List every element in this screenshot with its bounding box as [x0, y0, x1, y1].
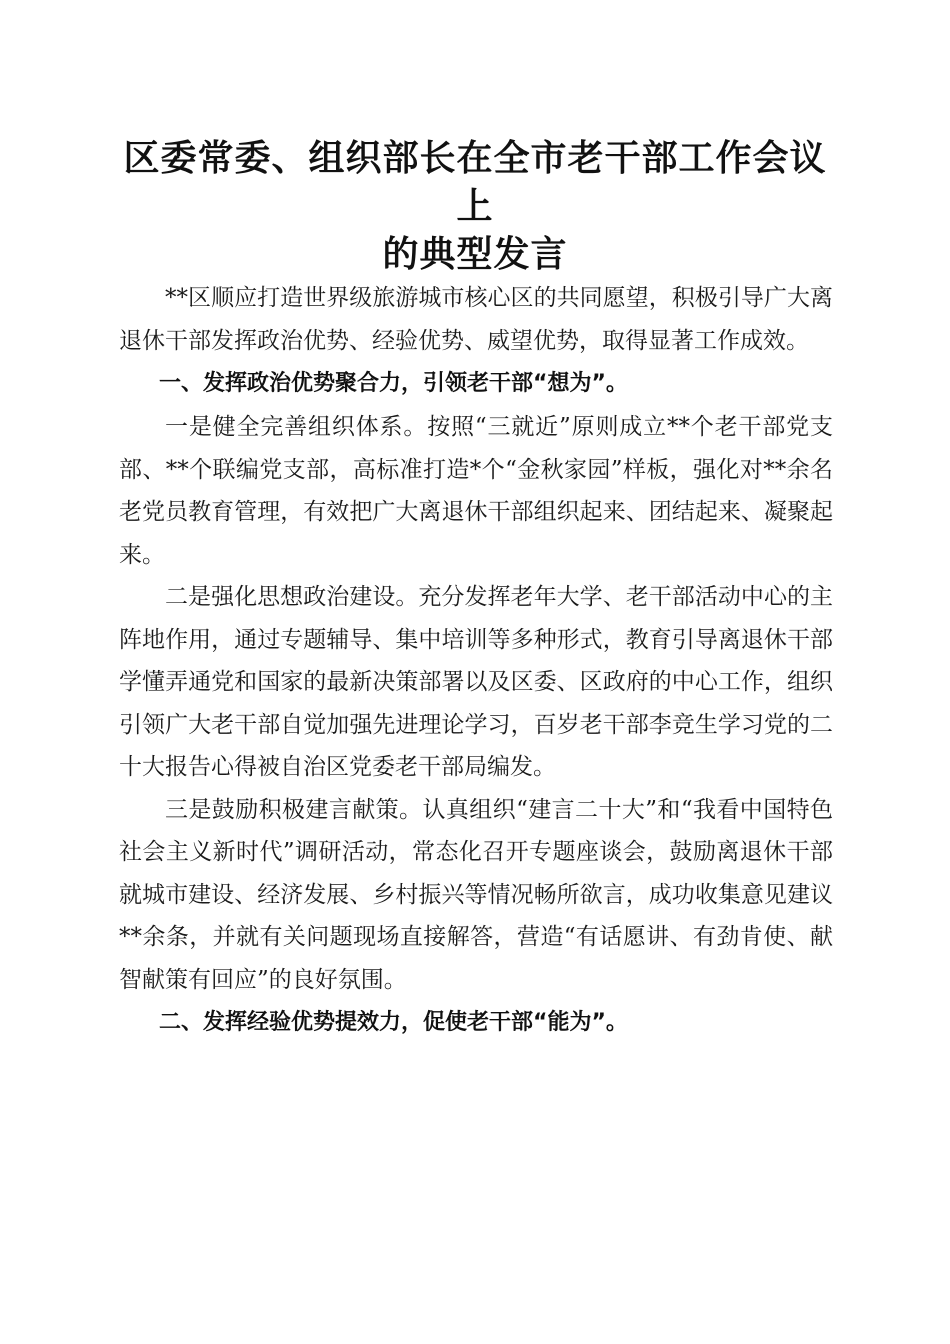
item-lead-2: 二是强化思想政治建设。 — [165, 584, 419, 610]
item-paragraph-1 — [119, 406, 833, 576]
item-paragraph-3 — [119, 789, 833, 1002]
item-lead-1: 一是健全完善组织体系。 — [165, 414, 428, 440]
item-paragraph-2 — [119, 576, 833, 789]
item-text-3: 认真组织“建言二十大”和“我看中国特色社会主义新时代”调研活动，常态化召开专题座谈会，鼓励离退休干部就城市建设、经济发展、乡村振兴等情况畅所欲言，成功收集意见建议**余条，并就有关问题现场直接解答，营造“有话愿讲、有劲肯使、献智献策有回应”的良好氛围。 — [119, 796, 834, 993]
section-heading-2: 二、发挥经验优势提效力，促使老干部“能为”。 — [159, 1010, 628, 1035]
item-text-2: 充分发挥老年大学、老干部活动中心的主阵地作用，通过专题辅导、集中培训等多种形式，教育引导离退休干部学懂弄通党和国家的最新决策部署以及区委、区政府的中心工作，组织引领广大老干部自觉加强先进理论学习，百岁老干部李竞生学习党的二十大报告心得被自治区党委老干部局编发。 — [119, 584, 834, 780]
title-line-1: 区委常委、组织部长在全市老干部工作会议上 — [123, 137, 827, 227]
document-body — [119, 277, 833, 1045]
item-lead-3: 三是鼓励积极建言献策。 — [165, 796, 423, 823]
item-text-1: 按照“三就近”原则成立**个老干部党支部、**个联编党支部，高标准打造*个“金秋家园”样板，强化对**余名老党员教育管理，有效把广大离退休干部组织起来、团结起来、凝聚起来。 — [119, 414, 833, 568]
section-heading-1: 一、发挥政治优势聚合力，引领老干部“想为”。 — [159, 371, 628, 396]
intro-paragraph: **区顺应打造世界级旅游城市核心区的共同愿望，积极引导广大离退休干部发挥政治优势、经验优势、威望优势，取得显著工作成效。 — [119, 285, 833, 354]
title-line-2: 的典型发言 — [382, 233, 568, 275]
document-title — [110, 134, 840, 278]
